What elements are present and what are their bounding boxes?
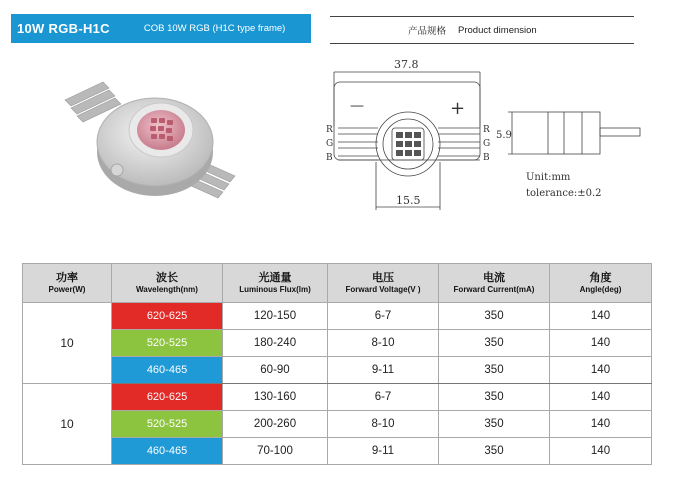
current-cell: 350 bbox=[439, 303, 550, 330]
current-cell: 350 bbox=[439, 357, 550, 384]
voltage-cell: 8-10 bbox=[328, 411, 439, 438]
header-wavelength: 波长 Wavelength(nm) bbox=[112, 264, 223, 303]
angle-cell: 140 bbox=[550, 330, 652, 357]
table-row bbox=[23, 330, 652, 357]
pin-label-left-r: R bbox=[326, 125, 333, 135]
pin-label-right-r: R bbox=[483, 125, 490, 135]
angle-cell: 140 bbox=[550, 384, 652, 411]
angle-cell: 140 bbox=[550, 357, 652, 384]
body-dimension: 15.5 bbox=[396, 194, 421, 207]
current-cell: 350 bbox=[439, 438, 550, 465]
voltage-cell: 8-10 bbox=[328, 330, 439, 357]
model-banner bbox=[11, 14, 311, 43]
flux-cell: 180-240 bbox=[223, 330, 328, 357]
table-row bbox=[23, 438, 652, 465]
wavelength-cell: 520-525 bbox=[112, 330, 223, 357]
wavelength-cell: 620-625 bbox=[112, 384, 223, 411]
flux-cell: 120-150 bbox=[223, 303, 328, 330]
pin-label-right-b: B bbox=[483, 153, 490, 163]
pin-label-left-b: B bbox=[326, 153, 333, 163]
angle-cell: 140 bbox=[550, 438, 652, 465]
header-voltage: 电压 Forward Voltage(V ) bbox=[328, 264, 439, 303]
voltage-cell: 6-7 bbox=[328, 384, 439, 411]
header-angle: 角度 Angle(deg) bbox=[550, 264, 652, 303]
table-row bbox=[23, 303, 652, 330]
wavelength-cell: 620-625 bbox=[112, 303, 223, 330]
width-dimension: 37.8 bbox=[394, 58, 419, 71]
model-subtitle: COB 10W RGB (H1C type frame) bbox=[143, 23, 286, 34]
current-cell: 350 bbox=[439, 384, 550, 411]
unit-label: Unit:mm bbox=[526, 172, 571, 183]
spec-table bbox=[22, 263, 652, 465]
table-row bbox=[23, 384, 652, 411]
angle-cell: 140 bbox=[550, 303, 652, 330]
flux-cell: 130-160 bbox=[223, 384, 328, 411]
table-row bbox=[23, 411, 652, 438]
dimension-title-cn: 产品规格 bbox=[408, 26, 447, 37]
pin-label-left-g: G bbox=[326, 139, 334, 149]
pin-label-right-g: G bbox=[483, 139, 491, 149]
wavelength-cell: 520-525 bbox=[112, 411, 223, 438]
plus-sign: + bbox=[450, 98, 466, 119]
height-dimension: 5.9 bbox=[496, 130, 512, 141]
voltage-cell: 6-7 bbox=[328, 303, 439, 330]
flux-cell: 70-100 bbox=[223, 438, 328, 465]
header-power: 功率 Power(W) bbox=[23, 264, 112, 303]
power-cell: 10 bbox=[23, 384, 112, 465]
header-flux: 光通量 Luminous Flux(lm) bbox=[223, 264, 328, 303]
dimension-title-en: Product dimension bbox=[458, 24, 537, 36]
angle-cell: 140 bbox=[550, 411, 652, 438]
table-row bbox=[23, 357, 652, 384]
current-cell: 350 bbox=[439, 330, 550, 357]
flux-cell: 200-260 bbox=[223, 411, 328, 438]
dimension-drawing bbox=[320, 52, 650, 222]
voltage-cell: 9-11 bbox=[328, 357, 439, 384]
model-name: 10W RGB-H1C bbox=[17, 21, 110, 36]
header-current: 电流 Forward Current(mA) bbox=[439, 264, 550, 303]
power-cell: 10 bbox=[23, 303, 112, 384]
voltage-cell: 9-11 bbox=[328, 438, 439, 465]
wavelength-cell: 460-465 bbox=[112, 357, 223, 384]
wavelength-cell: 460-465 bbox=[112, 438, 223, 465]
table-header-row bbox=[23, 264, 652, 303]
led-product-photo bbox=[55, 72, 255, 202]
dimension-heading bbox=[330, 16, 634, 44]
current-cell: 350 bbox=[439, 411, 550, 438]
flux-cell: 60-90 bbox=[223, 357, 328, 384]
minus-sign: — bbox=[350, 98, 364, 114]
tolerance-label: tolerance:±0.2 bbox=[526, 188, 602, 199]
